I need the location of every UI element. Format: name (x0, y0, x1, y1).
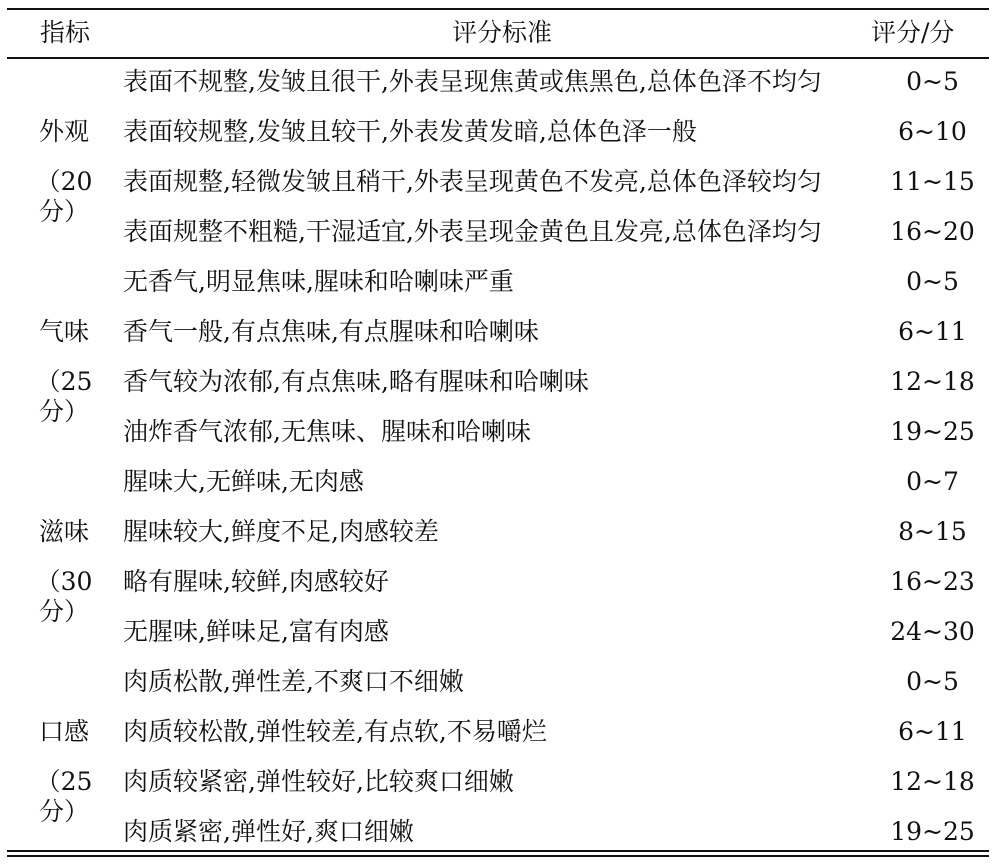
header-criteria: 评分标准 (452, 18, 553, 47)
score-cell: 6~11 (898, 317, 967, 346)
criteria-cell: 表面规整,轻微发皱且稍干,外表呈现黄色不发亮,总体色泽较均匀 (123, 167, 822, 196)
group-points: （25 分） (35, 767, 93, 826)
group-label-aroma (14, 317, 114, 427)
score-cell: 19~25 (890, 417, 975, 446)
criteria-cell: 肉质松散,弹性差,不爽口不细嫩 (123, 667, 464, 696)
score-cell: 0~7 (906, 467, 959, 496)
group-points: （20 分） (35, 167, 93, 226)
criteria-cell: 略有腥味,较鲜,肉感较好 (123, 567, 389, 596)
score-cell: 0~5 (906, 267, 959, 296)
criteria-cell: 无香气,明显焦味,腥味和哈喇味严重 (123, 267, 514, 296)
score-cell: 6~11 (898, 717, 967, 746)
group-label-taste (14, 517, 114, 627)
header-score: 评分/分 (871, 18, 955, 47)
criteria-cell: 无腥味,鲜味足,富有肉感 (123, 617, 389, 646)
score-cell: 24~30 (890, 617, 975, 646)
score-cell: 11~15 (890, 167, 975, 196)
criteria-cell: 腥味大,无鲜味,无肉感 (123, 467, 364, 496)
criteria-cell: 表面不规整,发皱且很干,外表呈现焦黄或焦黑色,总体色泽不均匀 (123, 67, 822, 96)
score-cell: 16~20 (890, 217, 975, 246)
criteria-cell: 肉质较紧密,弹性较好,比较爽口细嫩 (123, 767, 514, 796)
criteria-cell: 肉质较松散,弹性较差,有点软,不易嚼烂 (123, 717, 547, 746)
criteria-cell: 油炸香气浓郁,无焦味、腥味和哈喇味 (123, 417, 531, 446)
group-label-appearance (14, 117, 114, 227)
score-cell: 19~25 (890, 817, 975, 846)
score-cell: 12~18 (890, 767, 975, 796)
criteria-cell: 表面规整不粗糙,干湿适宜,外表呈现金黄色且发亮,总体色泽均匀 (123, 217, 822, 246)
bottom-rule (7, 855, 989, 857)
score-cell: 6~10 (898, 117, 967, 146)
score-cell: 0~5 (906, 67, 959, 96)
top-rule (7, 8, 989, 10)
group-name: 口感 (38, 717, 89, 746)
bottom-rule (7, 850, 989, 852)
score-cell: 16~23 (890, 567, 975, 596)
criteria-cell: 香气较为浓郁,有点焦味,略有腥味和哈喇味 (123, 367, 589, 396)
score-cell: 0~5 (906, 667, 959, 696)
header-indicator: 指标 (40, 18, 91, 47)
group-label-mouthfeel (14, 717, 114, 827)
criteria-cell: 表面较规整,发皱且较干,外表发黄发暗,总体色泽一般 (123, 117, 697, 146)
criteria-cell: 香气一般,有点焦味,有点腥味和哈喇味 (123, 317, 539, 346)
group-points: （25 分） (35, 367, 93, 426)
group-name: 气味 (38, 317, 89, 346)
group-name: 外观 (38, 117, 89, 146)
group-points: （30 分） (35, 567, 93, 626)
header-rule (7, 57, 989, 59)
score-cell: 8~15 (898, 517, 967, 546)
criteria-cell: 肉质紧密,弹性好,爽口细嫩 (123, 817, 414, 846)
score-cell: 12~18 (890, 367, 975, 396)
group-name: 滋味 (38, 517, 89, 546)
criteria-cell: 腥味较大,鲜度不足,肉感较差 (123, 517, 439, 546)
